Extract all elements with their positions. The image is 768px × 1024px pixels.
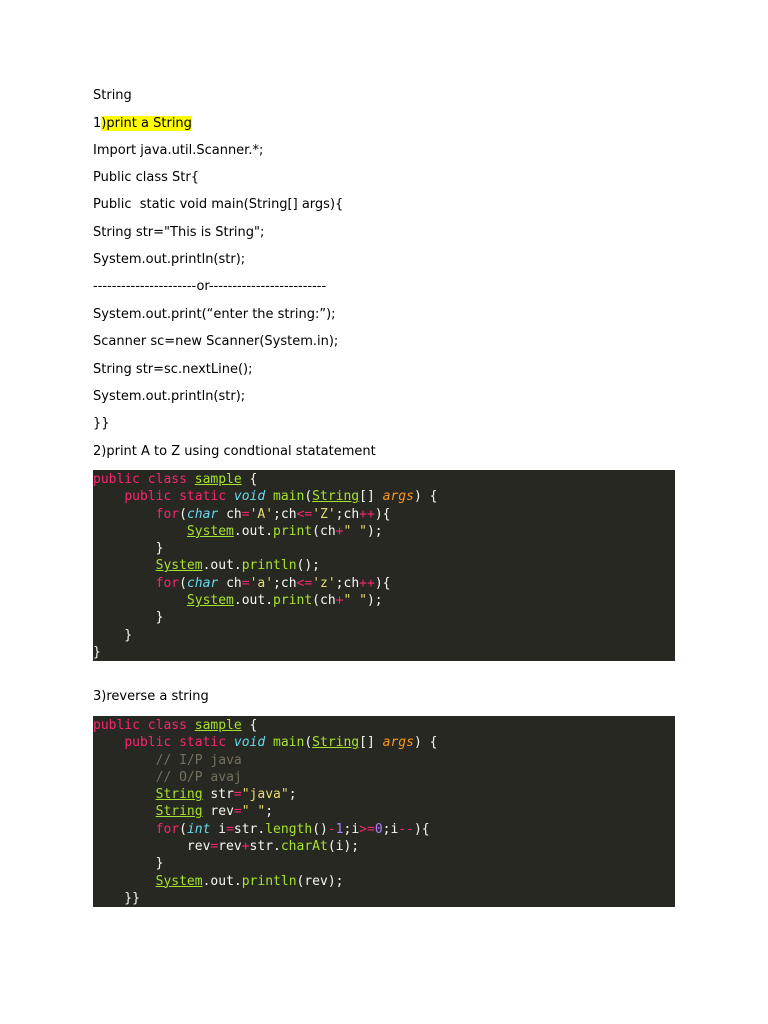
section-1-number: 1 — [93, 116, 102, 131]
code-token: ; — [288, 787, 297, 803]
code-token: = — [210, 839, 219, 855]
code-token: - — [327, 821, 336, 837]
text-line: Scanner sc=new Scanner(System.in); — [93, 334, 339, 349]
code-token: { — [241, 718, 258, 733]
code-token: ){ — [374, 575, 391, 591]
code-token: 0 — [374, 821, 383, 837]
code-token: .out. — [202, 558, 242, 574]
code-token: String — [155, 787, 203, 803]
code-token — [93, 822, 156, 837]
code-token: } — [93, 610, 164, 626]
code-token: println — [241, 558, 297, 574]
code-token: } — [93, 627, 133, 643]
code-line — [93, 506, 675, 523]
code-token: + — [241, 839, 250, 855]
code-token: str. — [249, 839, 281, 855]
code-line — [93, 838, 675, 855]
code-line — [93, 752, 675, 769]
code-token — [93, 804, 156, 819]
text-line: System.out.println(str); — [93, 389, 246, 404]
code-token: sample — [194, 472, 242, 487]
code-line — [93, 803, 675, 820]
code-token: 'a' — [249, 575, 274, 591]
text-line: }} — [93, 416, 110, 431]
code-line — [93, 717, 675, 734]
code-token: ); — [366, 523, 383, 539]
text-line: Public class Str{ — [93, 170, 199, 185]
code-token: "java" — [241, 787, 289, 803]
code-token — [93, 524, 187, 539]
code-token: " " — [343, 593, 367, 609]
code-token: String — [312, 735, 360, 751]
text-line: Import java.util.Scanner.*; — [93, 143, 264, 158]
code-token: // I/P java — [155, 752, 242, 768]
code-token: char — [186, 506, 219, 522]
code-line — [93, 592, 675, 609]
code-token — [93, 507, 156, 522]
code-token: System — [186, 593, 234, 609]
text-line: String str=sc.nextLine(); — [93, 362, 253, 377]
code-token — [93, 558, 156, 573]
code-token: public static — [124, 735, 234, 751]
code-token: ( — [179, 821, 187, 837]
code-token: >= — [359, 821, 375, 837]
code-token: length — [265, 821, 313, 837]
code-token: int — [186, 821, 211, 837]
code-token: (ch — [312, 593, 336, 609]
code-token — [265, 735, 273, 750]
code-token: print — [273, 523, 313, 539]
code-block-a-to-z — [93, 470, 675, 661]
code-token: String — [312, 489, 360, 505]
code-token: print — [273, 593, 313, 609]
code-token: 'Z' — [312, 506, 336, 522]
code-token — [93, 593, 187, 608]
text-line: System.out.print(“enter the string:”); — [93, 307, 336, 322]
code-line — [93, 609, 675, 626]
code-token: ;i — [343, 821, 360, 837]
code-token: ( — [179, 575, 187, 591]
code-line — [93, 540, 675, 557]
code-token: ( — [304, 489, 313, 505]
code-token: i — [210, 821, 227, 837]
code-token: System — [186, 523, 234, 539]
code-token: -- — [398, 821, 414, 837]
text-line: System.out.println(str); — [93, 252, 246, 267]
code-token: public static — [124, 489, 234, 505]
code-token — [93, 770, 156, 785]
code-token: for — [155, 506, 180, 522]
code-token: charAt — [280, 839, 328, 855]
code-line — [93, 786, 675, 803]
code-token: ;ch — [335, 575, 360, 591]
code-token — [93, 576, 156, 591]
code-token: + — [335, 593, 344, 609]
code-token: } — [93, 644, 101, 660]
text-line: Public static void main(String[] args){ — [93, 197, 344, 212]
code-token — [265, 489, 273, 504]
code-token: ){ — [374, 506, 391, 522]
code-token: args — [382, 735, 414, 751]
code-token: main — [273, 735, 305, 751]
code-token: System — [155, 558, 203, 574]
code-token: (); — [296, 558, 321, 574]
code-token: 1 — [335, 821, 344, 837]
code-token: } — [93, 541, 164, 557]
code-token: [] — [359, 735, 383, 751]
code-token: .out. — [202, 873, 242, 889]
code-token: rev — [93, 839, 211, 855]
code-token: = — [226, 821, 234, 837]
code-token: ;ch — [273, 506, 297, 522]
code-token: ch — [218, 575, 242, 591]
code-token: .out. — [233, 593, 274, 609]
code-token: sample — [194, 718, 242, 733]
code-token: ;ch — [335, 506, 360, 522]
code-token: }} — [93, 890, 140, 906]
code-token: public class — [93, 718, 195, 733]
code-token — [93, 753, 156, 768]
code-token: void — [233, 489, 266, 505]
code-token: for — [155, 575, 180, 591]
code-token: ;ch — [273, 575, 297, 591]
code-token: 'z' — [312, 575, 336, 591]
code-token: <= — [296, 575, 313, 591]
code-line — [93, 769, 675, 786]
code-line — [93, 734, 675, 751]
code-token: (i); — [327, 839, 360, 855]
section-3-title: 3)reverse a string — [93, 689, 209, 704]
code-token: ; — [265, 804, 274, 820]
code-line — [93, 821, 675, 838]
code-token: (ch — [312, 523, 336, 539]
code-line — [93, 471, 675, 488]
code-token: // O/P avaj — [155, 769, 242, 785]
code-line — [93, 644, 675, 661]
code-line — [93, 890, 675, 907]
code-token: [] — [359, 489, 383, 505]
code-token: System — [155, 873, 203, 889]
code-line — [93, 557, 675, 574]
code-token: public class — [93, 472, 195, 487]
code-token: (rev); — [296, 873, 344, 889]
code-token: 'A' — [249, 506, 274, 522]
code-token: ( — [179, 506, 187, 522]
code-block-reverse-string — [93, 716, 675, 907]
section-2-title: 2)print A to Z using condtional statatement — [93, 444, 376, 459]
code-line — [93, 855, 675, 872]
code-token: ch — [218, 506, 242, 522]
code-token: + — [335, 523, 344, 539]
code-token: ( — [304, 735, 313, 751]
code-token: ) { — [413, 735, 438, 751]
code-token: " " — [241, 804, 266, 820]
code-line — [93, 523, 675, 540]
code-line — [93, 488, 675, 505]
code-token: str — [202, 787, 234, 803]
code-token: .out. — [233, 523, 274, 539]
code-token: { — [241, 472, 258, 487]
code-token — [93, 874, 156, 889]
code-token: () — [312, 821, 328, 837]
code-token: ){ — [413, 821, 430, 837]
code-token: = — [233, 804, 242, 820]
section-1-highlight: )print a String — [101, 116, 192, 131]
code-token: for — [155, 821, 180, 837]
code-token: <= — [296, 506, 313, 522]
heading-string: String — [93, 88, 132, 103]
code-token — [93, 489, 124, 504]
code-token: void — [233, 735, 266, 751]
code-token: = — [233, 787, 242, 803]
code-token — [93, 787, 156, 802]
code-line — [93, 873, 675, 890]
code-token: ++ — [359, 575, 375, 591]
code-token: = — [241, 506, 250, 522]
code-token: ); — [366, 593, 383, 609]
text-line: String str="This is String"; — [93, 225, 265, 240]
code-line — [93, 627, 675, 644]
code-token: } — [93, 856, 164, 872]
code-token: println — [241, 873, 297, 889]
code-token: char — [186, 575, 219, 591]
code-token: ;i — [382, 821, 399, 837]
code-token: = — [241, 575, 250, 591]
code-token: ++ — [359, 506, 375, 522]
code-token: rev — [218, 839, 242, 855]
code-token: main — [273, 489, 305, 505]
code-token: ) { — [413, 489, 438, 505]
code-token: args — [382, 489, 414, 505]
code-token: String — [155, 804, 203, 820]
code-token: rev — [202, 804, 234, 820]
section-1-title — [93, 116, 192, 132]
code-token — [93, 735, 124, 750]
separator-line: ----------------------or------------------------- — [93, 279, 327, 294]
code-line — [93, 575, 675, 592]
code-token: " " — [343, 523, 367, 539]
code-token: str. — [233, 821, 266, 837]
